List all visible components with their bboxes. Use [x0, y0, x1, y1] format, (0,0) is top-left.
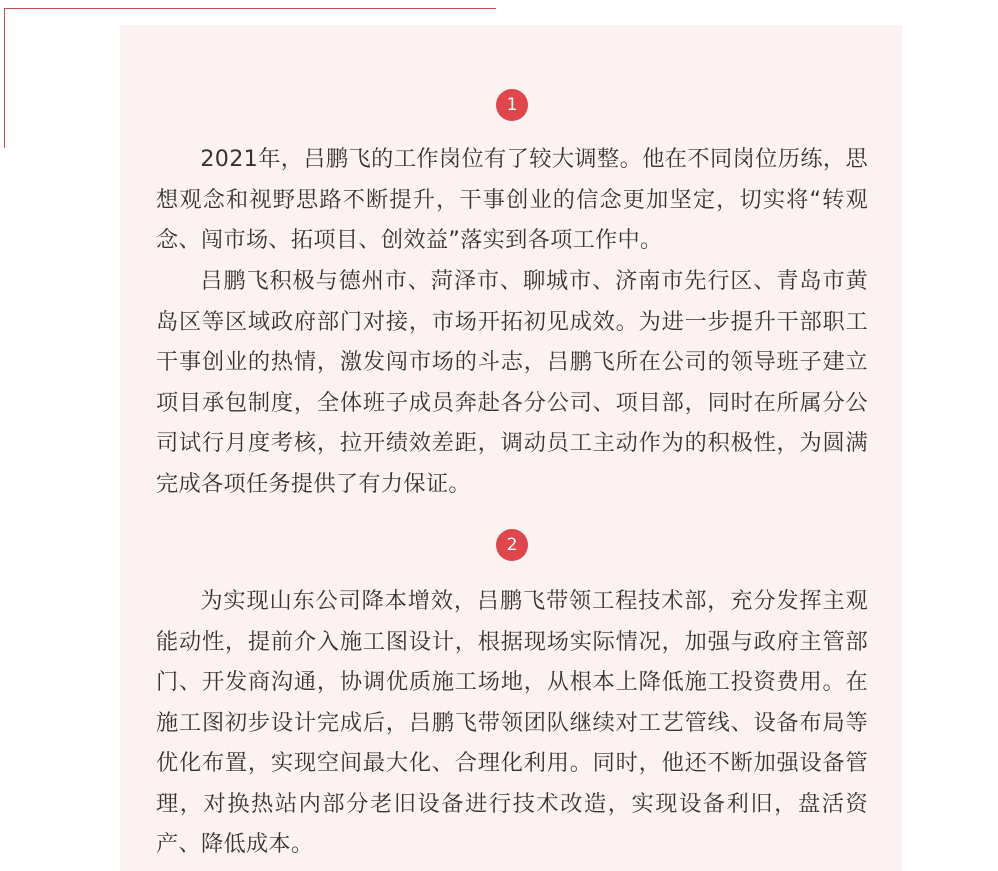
section-number-badge: 1 [496, 89, 528, 121]
article-paragraph: 吕鹏飞积极与德州市、菏泽市、聊城市、济南市先行区、青岛市黄岛区等区域政府部门对接，市场开拓初见成效。为进一步提升干部职工干事创业的热情，激发闯市场的斗志，吕鹏飞所在公司的领导班子建立项目承包制度，全体班子成员奔赴各分公司、项目部，同时在所属分公司试行月度考核，拉开绩效差距，调动员工主动作为的积极性，为圆满完成各项任务提供了有力保证。 [156, 268, 868, 497]
article-panel [120, 25, 902, 871]
article-paragraph: 为实现山东公司降本增效，吕鹏飞带领工程技术部，充分发挥主观能动性，提前介入施工图设计，根据现场实际情况，加强与政府主管部门、开发商沟通，协调优质施工场地，从根本上降低施工投资费用。在施工图初步设计完成后，吕鹏飞带领团队继续对工艺管线、设备布局等优化布置，实现空间最大化、合理化利用。同时，他还不断加强设备管理，对换热站内部分老旧设备进行技术改造，实现设备利旧，盘活资产、降低成本。 [156, 588, 868, 857]
article-paragraph: 2021年，吕鹏飞的工作岗位有了较大调整。他在不同岗位历练，思想观念和视野思路不断提升，干事创业的信念更加坚定，切实将“转观念、闯市场、拓项目、创效益”落实到各项工作中。 [156, 146, 868, 253]
section-number-badge: 2 [496, 529, 528, 561]
